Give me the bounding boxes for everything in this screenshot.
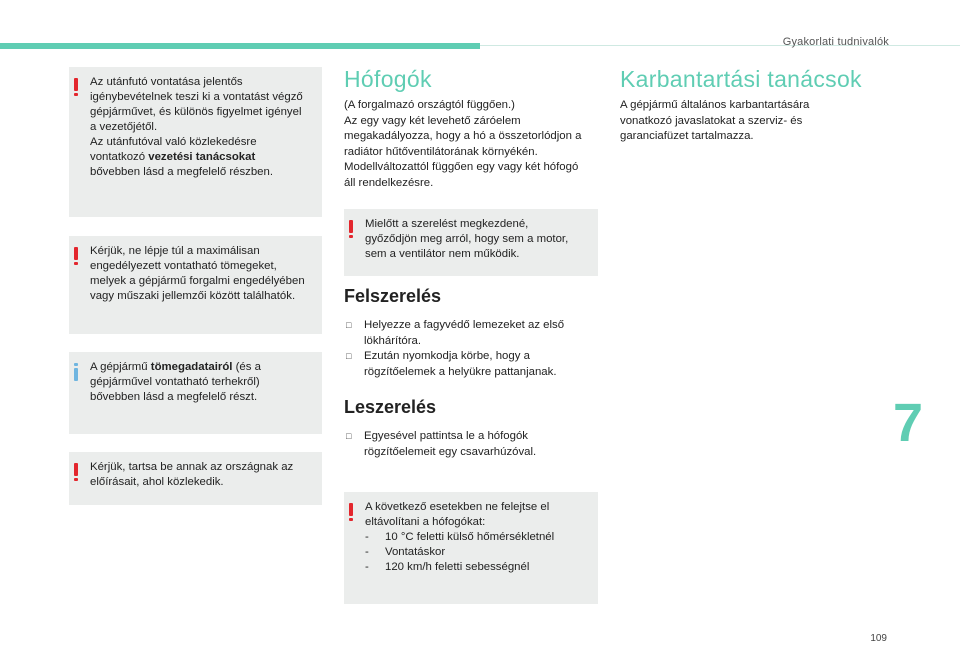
bold-term: tömegadatairól [150, 361, 233, 373]
warning-box-max-weight [69, 236, 322, 334]
text-line: a vezetőjétől. [90, 121, 158, 133]
warning-icon [349, 503, 353, 521]
info-box-weights [69, 352, 322, 434]
text-line: gépjárművel vontatható terhekről) [90, 376, 260, 388]
checkbox-bullet-icon: □ [346, 351, 352, 361]
fitting-steps [344, 318, 599, 380]
section-title-maintenance: Karbantartási tanácsok [620, 66, 862, 92]
text-line: Kérjük, tartsa be annak az országnak az [90, 461, 294, 473]
text-line: A gépjármű tömegadatairól (és a [90, 361, 261, 373]
text-line: A következő esetekben ne felejtse el [365, 501, 550, 513]
removal-steps [344, 429, 599, 460]
text-line: engedélyezett vontatható tömegeket, [90, 260, 277, 272]
page-number: 109 [870, 633, 887, 644]
warning-icon [349, 220, 353, 238]
list-item: - 120 km/h feletti sebességnél [365, 561, 530, 573]
heading-removal: Leszerelés [344, 397, 437, 417]
info-icon [74, 363, 78, 381]
text-line: gépjárművet, és különös figyelmet igényel [90, 106, 302, 118]
chapter-number: 7 [893, 393, 924, 453]
text-line: melyek a gépjármű forgalmi engedélyében [90, 275, 305, 287]
warning-icon [74, 463, 78, 481]
snow-guards-intro: (A forgalmazó országtól függően.) Az egy vagy két levehető záróelem megakadályozza, hogy a hó a összetorlódjon a radiátor hűtőventilátorának környékén. Modellváltozattól függően egy vagy két hófogó áll rendelkezésre. [344, 99, 582, 189]
bold-term: vezetési tanácsokat [148, 151, 256, 163]
list-item: - Vontatáskor [365, 546, 446, 558]
text-line: Az utánfutó vontatása jelentős [90, 76, 243, 88]
section-header-title: Gyakorlati tudnivalók [782, 36, 889, 48]
warning-icon [74, 78, 78, 96]
list-item: □ Egyesével pattintsa le a hófogók rögzítőelemeit egy csavarhúzóval. [346, 430, 537, 458]
text-line: igénybevételnek teszi ki a vontatást végző [90, 91, 303, 103]
maintenance-text: A gépjármű általános karbantartására vonatkozó javaslatokat a szerviz- és garanciafüzet tartalmazza. [620, 99, 810, 142]
text-line: bővebben lásd a megfelelő részt. [90, 391, 258, 403]
text-line: Az utánfutóval való közlekedésre [90, 136, 257, 148]
text-line: Mielőtt a szerelést megkezdené, [365, 218, 529, 230]
header-accent-bar [0, 43, 480, 49]
checkbox-bullet-icon: □ [346, 320, 352, 330]
warning-box-remove-when [344, 492, 598, 604]
text-line: sem a ventilátor nem működik. [365, 248, 520, 260]
warning-box-towing [69, 67, 322, 217]
text-line: eltávolítani a hófogókat: [365, 516, 486, 528]
text-line: bővebben lásd a megfelelő részben. [90, 166, 274, 178]
text-line: előírásait, ahol közlekedik. [90, 476, 224, 488]
list-item: □ Helyezze a fagyvédő lemezeket az első lökhárítóra. [346, 319, 565, 347]
heading-fitting: Felszerelés [344, 286, 442, 306]
text-line: győződjön meg arról, hogy sem a motor, [365, 233, 569, 245]
warning-icon [74, 247, 78, 265]
list-item: - 10 °C feletti külső hőmérsékletnél [365, 531, 555, 543]
text-line: vontatkozó vezetési tanácsokat [90, 151, 256, 163]
warning-box-before-fitting [344, 209, 598, 276]
text-line: Kérjük, ne lépje túl a maximálisan [90, 245, 260, 257]
section-title-snow-guards: Hófogók [344, 66, 432, 92]
warning-box-country-rules [69, 452, 322, 505]
list-item: □ Ezután nyomkodja körbe, hogy a rögzítőelemek a helyükre pattanjanak. [346, 350, 557, 378]
text-line: vagy műszaki jellemzői között találhatók. [90, 290, 296, 302]
checkbox-bullet-icon: □ [346, 431, 352, 441]
